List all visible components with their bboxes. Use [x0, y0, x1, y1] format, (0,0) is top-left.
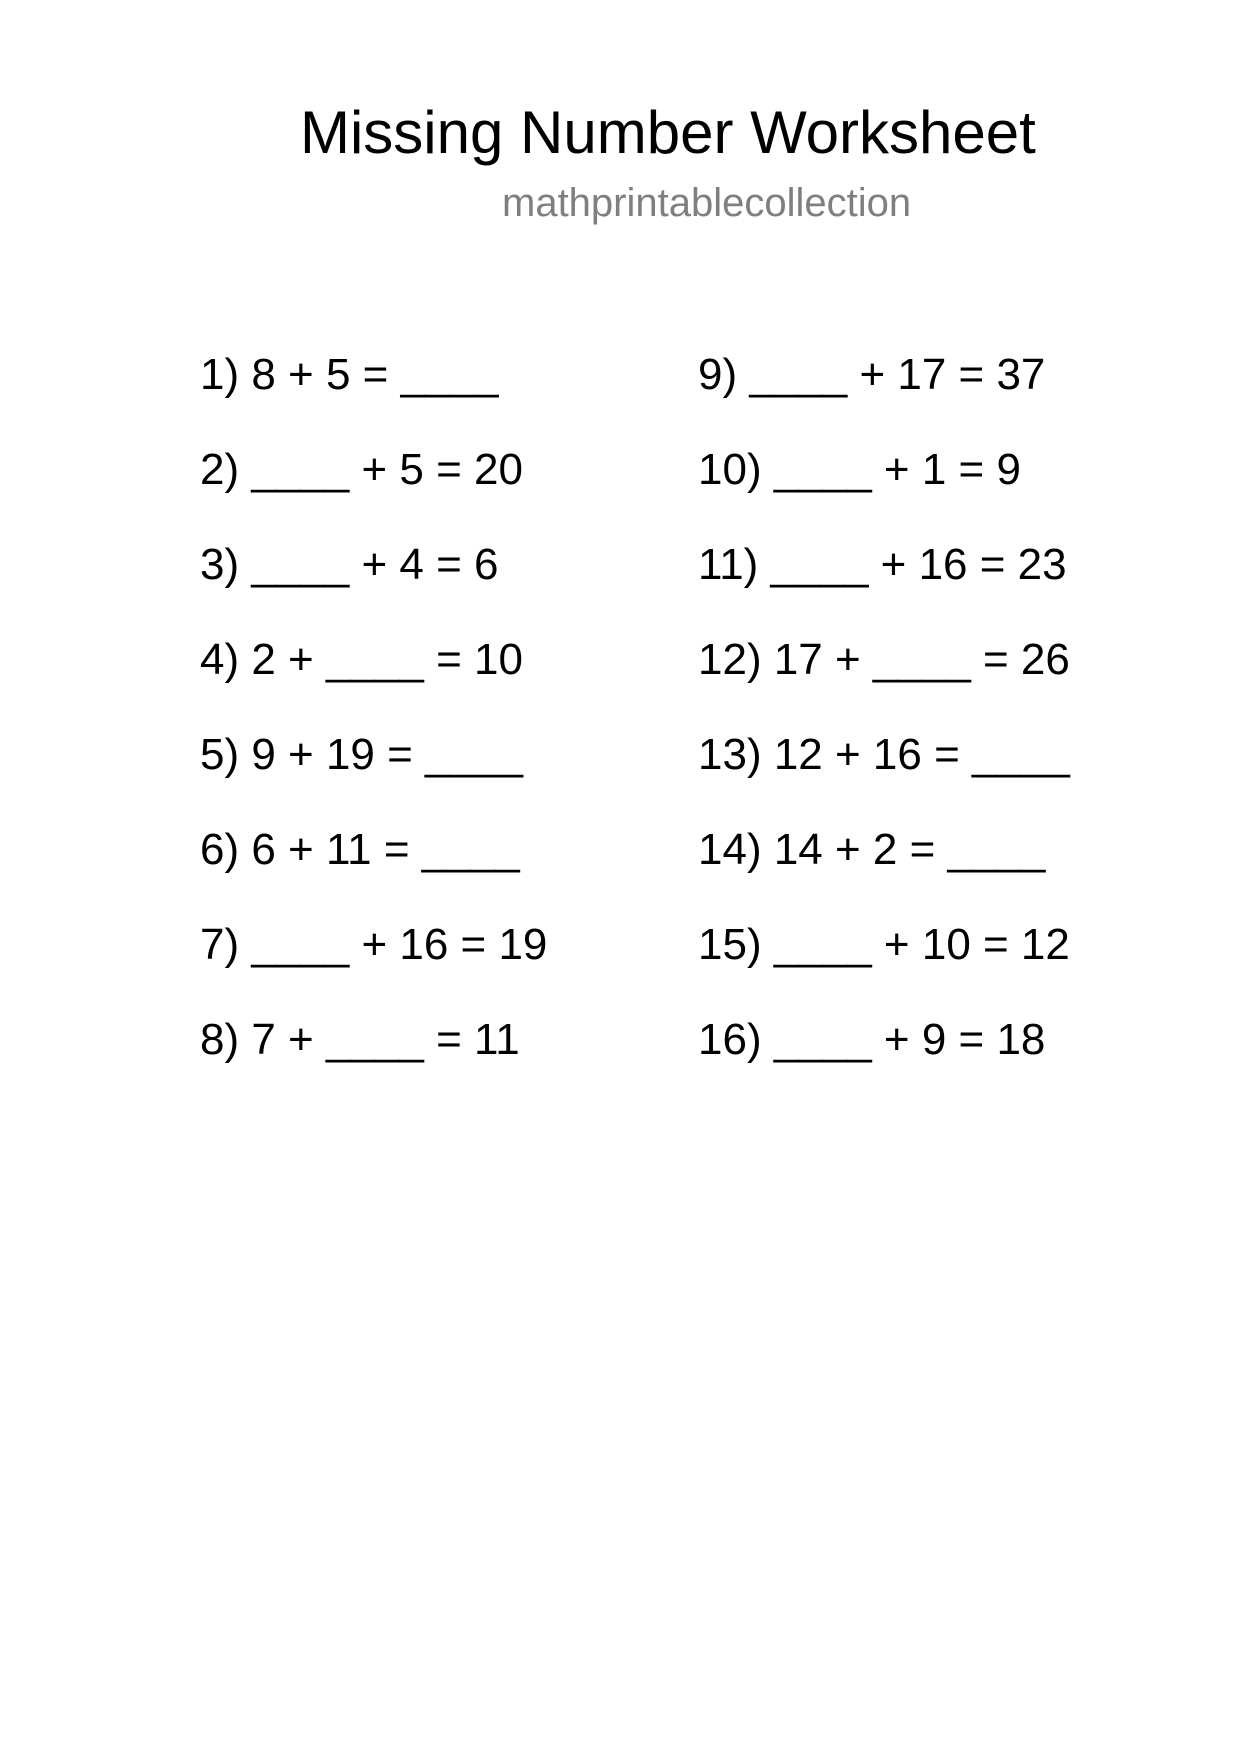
- problem-6: 6) 6 + 11 = ____: [200, 825, 520, 874]
- problem-8: 8) 7 + ____ = 11: [200, 1015, 520, 1064]
- problem-15: 15) ____ + 10 = 12: [698, 920, 1070, 969]
- problem-7: 7) ____ + 16 = 19: [200, 920, 548, 969]
- problem-12: 12) 17 + ____ = 26: [698, 635, 1070, 684]
- problem-3: 3) ____ + 4 = 6: [200, 540, 499, 589]
- page-title: Missing Number Worksheet: [300, 99, 1036, 166]
- problem-5: 5) 9 + 19 = ____: [200, 730, 523, 779]
- problem-16: 16) ____ + 9 = 18: [698, 1015, 1046, 1064]
- problem-11: 11) ____ + 16 = 23: [698, 540, 1067, 589]
- problem-2: 2) ____ + 5 = 20: [200, 445, 523, 494]
- problem-14: 14) 14 + 2 = ____: [698, 825, 1046, 874]
- problem-9: 9) ____ + 17 = 37: [698, 350, 1046, 399]
- problem-4: 4) 2 + ____ = 10: [200, 635, 523, 684]
- page-subtitle: mathprintablecollection: [502, 181, 912, 225]
- problem-10: 10) ____ + 1 = 9: [698, 445, 1021, 494]
- problem-1: 1) 8 + 5 = ____: [200, 350, 499, 399]
- problem-13: 13) 12 + 16 = ____: [698, 730, 1070, 779]
